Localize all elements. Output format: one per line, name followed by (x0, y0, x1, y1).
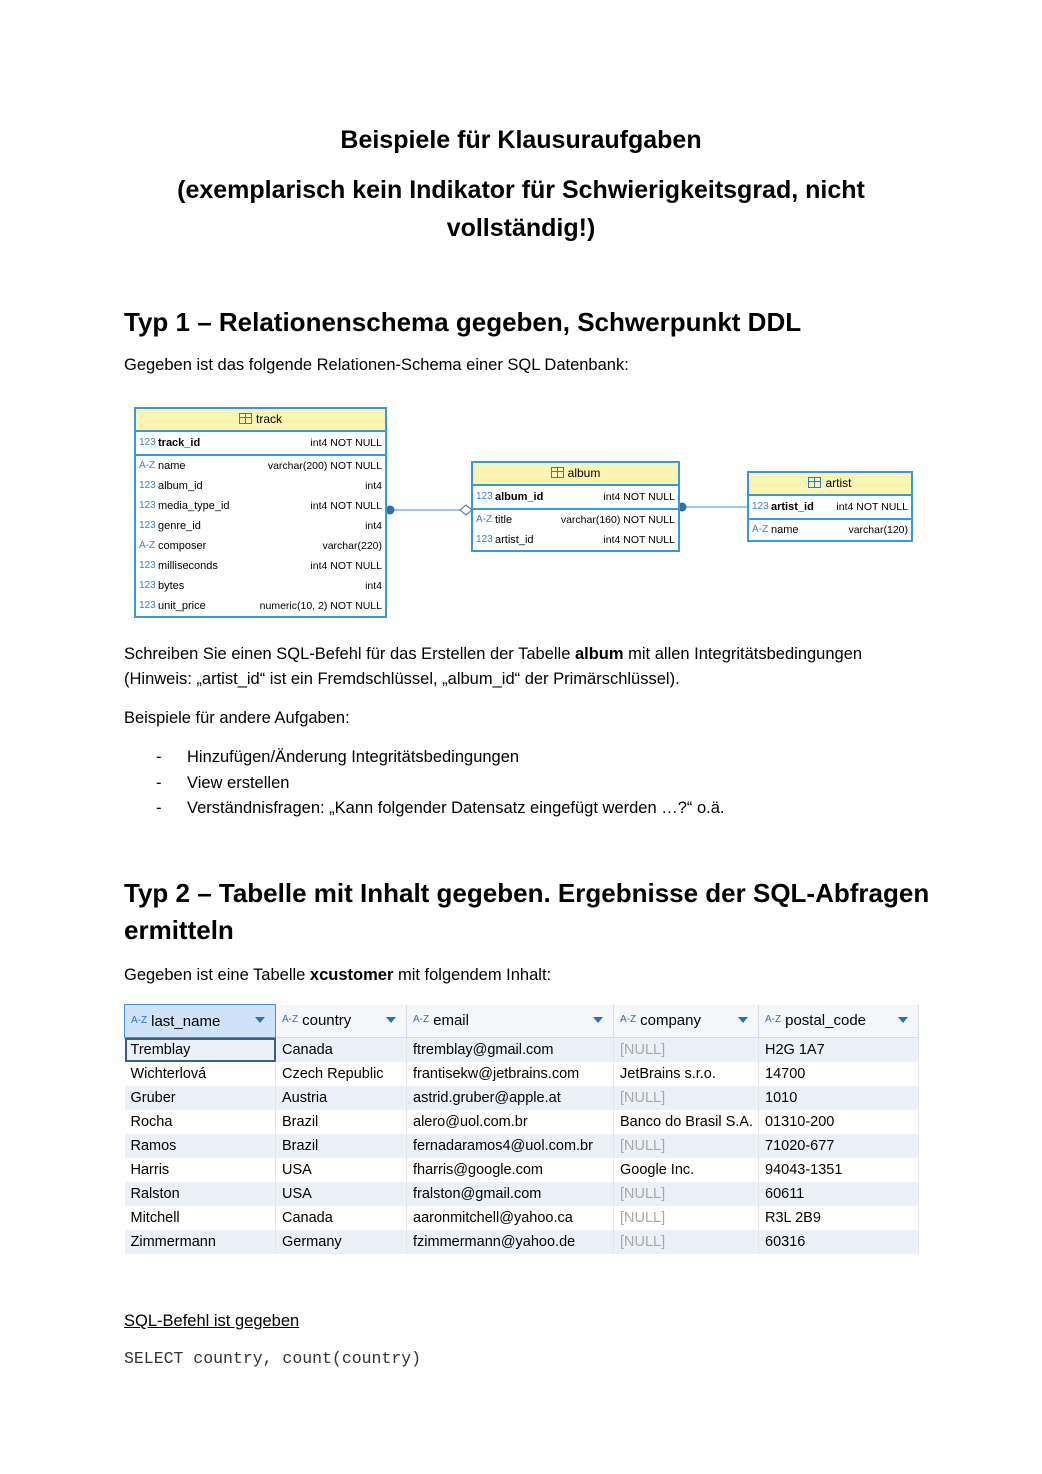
column-header-last-name[interactable] (125, 1005, 276, 1038)
table-cell-postal-code[interactable]: 60316 (759, 1230, 919, 1254)
erd-table-album (471, 461, 680, 552)
table-row[interactable] (125, 1158, 919, 1182)
sort-arrow-down-icon[interactable] (898, 1017, 908, 1023)
number-type-icon: 123 (139, 520, 156, 531)
erd-field-type: int4 (365, 480, 382, 492)
table-row[interactable] (125, 1182, 919, 1206)
table-cell-country[interactable]: Brazil (276, 1134, 407, 1158)
table-cell-postal-code[interactable]: 94043-1351 (759, 1158, 919, 1182)
text-type-icon: A-Z (752, 524, 769, 535)
page-subtitle: (exemplarisch kein Indikator für Schwierigkeitsgrad, nicht (177, 176, 865, 204)
table-cell-company[interactable]: [NULL] (614, 1182, 759, 1206)
erd-table-header: album (473, 463, 678, 486)
erd-field-type: int4 NOT NULL (836, 501, 908, 513)
erd-field-genre-id (136, 516, 385, 536)
erd-field-type: int4 NOT NULL (310, 560, 382, 572)
table-row[interactable] (125, 1110, 919, 1134)
erd-field-name: bytes (158, 580, 185, 592)
text-type-icon: A-Z (131, 1014, 148, 1026)
sort-arrow-down-icon[interactable] (593, 1017, 603, 1023)
page-subtitle-cont: vollständig!) (446, 214, 596, 242)
table-cell-country[interactable]: Canada (276, 1206, 407, 1230)
table-cell-last-name[interactable]: Zimmermann (125, 1230, 276, 1254)
table-icon (551, 467, 564, 478)
erd-field-type: varchar(200) NOT NULL (267, 460, 382, 472)
sort-arrow-down-icon[interactable] (386, 1017, 396, 1023)
table-cell-email[interactable]: fralston@gmail.com (407, 1182, 614, 1206)
table-row[interactable] (125, 1230, 919, 1254)
erd-field-name (749, 520, 911, 540)
erd-field-name: album_id (158, 480, 203, 492)
table-cell-country[interactable]: Brazil (276, 1110, 407, 1134)
number-type-icon: 123 (139, 600, 156, 611)
text-type-icon: A-Z (765, 1014, 782, 1026)
table-cell-email[interactable]: alero@uol.com.br (407, 1110, 614, 1134)
table-cell-postal-code[interactable]: H2G 1A7 (759, 1038, 919, 1063)
erd-field-type: int4 NOT NULL (603, 534, 675, 546)
section1-intro: Gegeben ist das folgende Relationen-Schema einer SQL Datenbank: (124, 356, 629, 374)
erd-field-artist-id (749, 496, 911, 520)
erd-field-type: varchar(120) (848, 524, 908, 536)
erd-field-artist-id (473, 530, 678, 550)
table-cell-last-name[interactable]: Tremblay (125, 1038, 276, 1063)
number-type-icon: 123 (139, 580, 156, 591)
erd-field-name: title (495, 514, 513, 526)
column-header-label: postal_code (785, 1012, 867, 1030)
section1-task: Schreiben Sie einen SQL-Befehl für das Erstellen der Tabelle album mit allen Integritätsbedingungen (Hinweis: „artist_id“ ist ein Fremdschlüssel, „album_id“ der Primärschlüssel). (124, 645, 863, 688)
text-type-icon: A-Z (139, 460, 156, 471)
number-type-icon: 123 (752, 501, 769, 512)
table-cell-postal-code[interactable]: 71020-677 (759, 1134, 919, 1158)
erd-fields (473, 486, 678, 550)
sort-arrow-down-icon[interactable] (255, 1017, 265, 1023)
table-cell-postal-code[interactable]: 60611 (759, 1182, 919, 1206)
table-cell-email[interactable]: fzimmermann@yahoo.de (407, 1230, 614, 1254)
erd-field-track-id (136, 432, 385, 456)
text-type-icon: A-Z (282, 1014, 299, 1026)
erd-field-name: name (771, 524, 799, 536)
erd-field-type: varchar(160) NOT NULL (560, 514, 675, 526)
number-type-icon: 123 (476, 534, 493, 545)
erd-field-type: int4 (365, 580, 382, 592)
table-cell-last-name[interactable]: Ralston (125, 1182, 276, 1206)
erd-field-album-id (136, 476, 385, 496)
erd-field-type: int4 NOT NULL (603, 491, 675, 503)
number-type-icon: 123 (139, 560, 156, 571)
erd-field-milliseconds (136, 556, 385, 576)
erd-fields (749, 496, 911, 540)
table-cell-country[interactable]: Austria (276, 1086, 407, 1110)
table-row[interactable] (125, 1038, 919, 1063)
erd-field-type: varchar(220) (322, 540, 382, 552)
erd-field-type: int4 NOT NULL (310, 500, 382, 512)
table-cell-postal-code[interactable]: 14700 (759, 1062, 919, 1086)
column-header-country[interactable] (276, 1005, 407, 1038)
table-cell-postal-code[interactable]: 01310-200 (759, 1110, 919, 1134)
table-cell-last-name[interactable]: Rocha (125, 1110, 276, 1134)
erd-table-track (134, 407, 387, 618)
column-header-postal-code[interactable] (759, 1005, 919, 1038)
table-cell-email[interactable]: aaronmitchell@yahoo.ca (407, 1206, 614, 1230)
erd-field-bytes (136, 576, 385, 596)
erd-table-artist (747, 471, 913, 542)
table-header-row (125, 1005, 919, 1038)
erd-field-type: int4 NOT NULL (310, 437, 382, 449)
erd-field-name: track_id (158, 437, 201, 449)
erd-field-name: name (158, 460, 186, 472)
text-type-icon: A-Z (620, 1014, 637, 1026)
column-header-label: last_name (151, 1012, 221, 1030)
erd-field-name: album_id (495, 491, 544, 503)
erd-fields (136, 432, 385, 616)
table-cell-last-name[interactable]: Ramos (125, 1134, 276, 1158)
sql-code: SELECT country, count(country) (124, 1349, 422, 1368)
erd-field-name: artist_id (771, 501, 814, 513)
text-type-icon: A-Z (139, 540, 156, 551)
table-cell-email[interactable]: ftremblay@gmail.com (407, 1038, 614, 1063)
table-row[interactable] (125, 1134, 919, 1158)
section2-intro: Gegeben ist eine Tabelle xcustomer mit folgendem Inhalt: (124, 966, 552, 984)
table-cell-country[interactable]: USA (276, 1158, 407, 1182)
erd-field-name: unit_price (158, 600, 206, 612)
table-cell-company[interactable]: Google Inc. (614, 1158, 759, 1182)
erd-field-title (473, 510, 678, 530)
table-cell-company[interactable]: JetBrains s.r.o. (614, 1062, 759, 1086)
table-cell-email[interactable]: fharris@google.com (407, 1158, 614, 1182)
column-header-company[interactable] (614, 1005, 759, 1038)
sort-arrow-down-icon[interactable] (738, 1017, 748, 1023)
erd-table-header: artist (749, 473, 911, 496)
table-row[interactable] (125, 1062, 919, 1086)
text-type-icon: A-Z (476, 514, 493, 525)
table-cell-company[interactable]: [NULL] (614, 1230, 759, 1254)
column-header-label: country (302, 1012, 352, 1030)
table-cell-last-name[interactable]: Gruber (125, 1086, 276, 1110)
number-type-icon: 123 (476, 491, 493, 502)
table-cell-last-name[interactable]: Harris (125, 1158, 276, 1182)
table-icon (808, 477, 821, 488)
column-header-email[interactable] (407, 1005, 614, 1038)
table-cell-company[interactable]: [NULL] (614, 1038, 759, 1063)
table-cell-company[interactable]: [NULL] (614, 1086, 759, 1110)
erd-field-media-type-id (136, 496, 385, 516)
table-icon (239, 413, 252, 424)
table-cell-email[interactable]: frantisekw@jetbrains.com (407, 1062, 614, 1086)
erd-field-unit-price (136, 596, 385, 616)
table-cell-postal-code[interactable]: 1010 (759, 1086, 919, 1110)
erd-table-header: track (136, 409, 385, 432)
table-cell-postal-code[interactable]: R3L 2B9 (759, 1206, 919, 1230)
page-title: Beispiele für Klausuraufgaben (340, 126, 702, 154)
table-cell-company[interactable]: [NULL] (614, 1206, 759, 1230)
erd-field-album-id (473, 486, 678, 510)
table-cell-country[interactable]: Germany (276, 1230, 407, 1254)
table-row[interactable] (125, 1206, 919, 1230)
section2-heading: Typ 2 – Tabelle mit Inhalt gegeben. Ergebnisse der SQL-Abfragen ermitteln (124, 878, 930, 945)
erd-field-name: composer (158, 540, 207, 552)
table-cell-country[interactable]: Czech Republic (276, 1062, 407, 1086)
column-header-label: email (433, 1012, 469, 1030)
erd-field-name: media_type_id (158, 500, 230, 512)
erd-field-type: int4 (365, 520, 382, 532)
erd-field-type: numeric(10, 2) NOT NULL (259, 600, 382, 612)
erd-field-name: genre_id (158, 520, 201, 532)
other-tasks-label: Beispiele für andere Aufgaben: (124, 709, 350, 727)
erd-field-name: milliseconds (158, 560, 218, 572)
table-body (125, 1038, 919, 1255)
erd-field-name (136, 456, 385, 476)
table-row[interactable] (125, 1086, 919, 1110)
number-type-icon: 123 (139, 480, 156, 491)
table-cell-last-name[interactable]: Mitchell (125, 1206, 276, 1230)
table-cell-last-name[interactable]: Wichterlová (125, 1062, 276, 1086)
table-cell-company[interactable]: Banco do Brasil S.A. (614, 1110, 759, 1134)
table-cell-country[interactable]: Canada (276, 1038, 407, 1063)
table-cell-email[interactable]: fernadaramos4@uol.com.br (407, 1134, 614, 1158)
table-cell-country[interactable]: USA (276, 1182, 407, 1206)
number-type-icon: 123 (139, 437, 156, 448)
number-type-icon: 123 (139, 500, 156, 511)
section1-heading: Typ 1 – Relationenschema gegeben, Schwerpunkt DDL (124, 307, 802, 337)
table-cell-email[interactable]: astrid.gruber@apple.at (407, 1086, 614, 1110)
xcustomer-table (124, 1004, 919, 1254)
column-header-label: company (640, 1012, 701, 1030)
sql-label: SQL-Befehl ist gegeben (124, 1312, 300, 1330)
table-cell-company[interactable]: [NULL] (614, 1134, 759, 1158)
erd-field-name: artist_id (495, 534, 534, 546)
erd-field-composer (136, 536, 385, 556)
text-type-icon: A-Z (413, 1014, 430, 1026)
